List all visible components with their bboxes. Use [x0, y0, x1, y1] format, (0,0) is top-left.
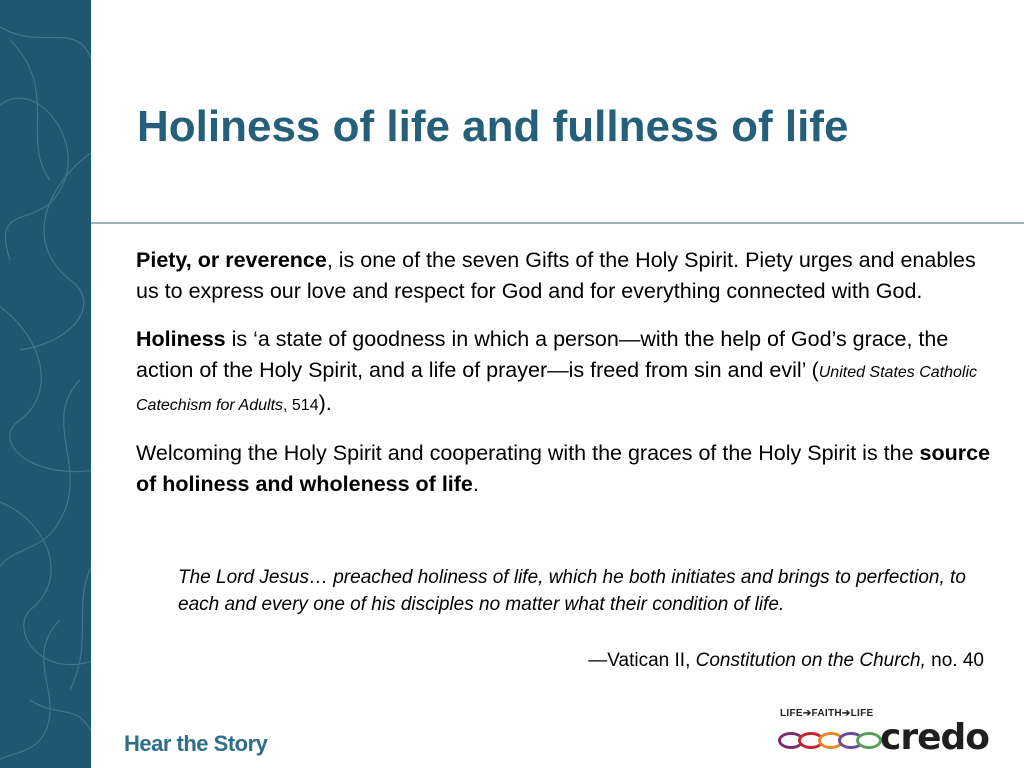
term-piety: Piety, or reverence [136, 248, 327, 272]
attribution-suffix: no. 40 [925, 650, 984, 671]
term-source: source of holiness and wholeness of life [136, 441, 991, 496]
term-holiness: Holiness [136, 327, 226, 351]
logo-tagline: LIFE➔FAITH➔LIFE [780, 708, 874, 719]
source-title: United States Catholic Catechism for Adults [136, 364, 978, 414]
slide-body [136, 245, 996, 517]
source-page: , 514 [283, 397, 319, 414]
welcoming-text: Welcoming the Holy Spirit and cooperating with the graces of the Holy Spirit is the [136, 441, 920, 465]
title-divider [91, 222, 1024, 224]
holiness-definition: is ‘a state of goodness in which a person—with the help of God’s grace, the action of the Holy Spirit, and a life of prayer—is freed from sin and evil’ ( [136, 327, 949, 382]
block-quote: The Lord Jesus… preached holiness of life, which he both initiates and brings to perfection, to each and every one of his disciples no matter what their condition of life. [178, 567, 966, 615]
quote-attribution [588, 650, 984, 672]
welcoming-end: . [472, 472, 479, 496]
credo-logo [778, 708, 1010, 756]
series-label: Hear the Story [124, 731, 268, 756]
source-close: ). [318, 391, 332, 415]
paragraph-piety [136, 245, 996, 307]
sidebar-swirl-pattern [0, 0, 91, 768]
attribution-prefix: —Vatican II, [588, 650, 696, 671]
paragraph-welcoming [136, 438, 996, 500]
ring-icon [856, 732, 882, 749]
attribution-title: Constitution on the Church, [695, 650, 926, 671]
slide-title: Holiness of life and fullness of life [137, 102, 849, 151]
piety-definition: , is one of the seven Gifts of the Holy Spirit. Piety urges and enables us to express our love and respect for God and for everything connected with God. [136, 248, 976, 303]
decorative-sidebar [0, 0, 91, 768]
logo-wordmark: credo [880, 717, 990, 758]
paragraph-holiness [136, 324, 996, 421]
